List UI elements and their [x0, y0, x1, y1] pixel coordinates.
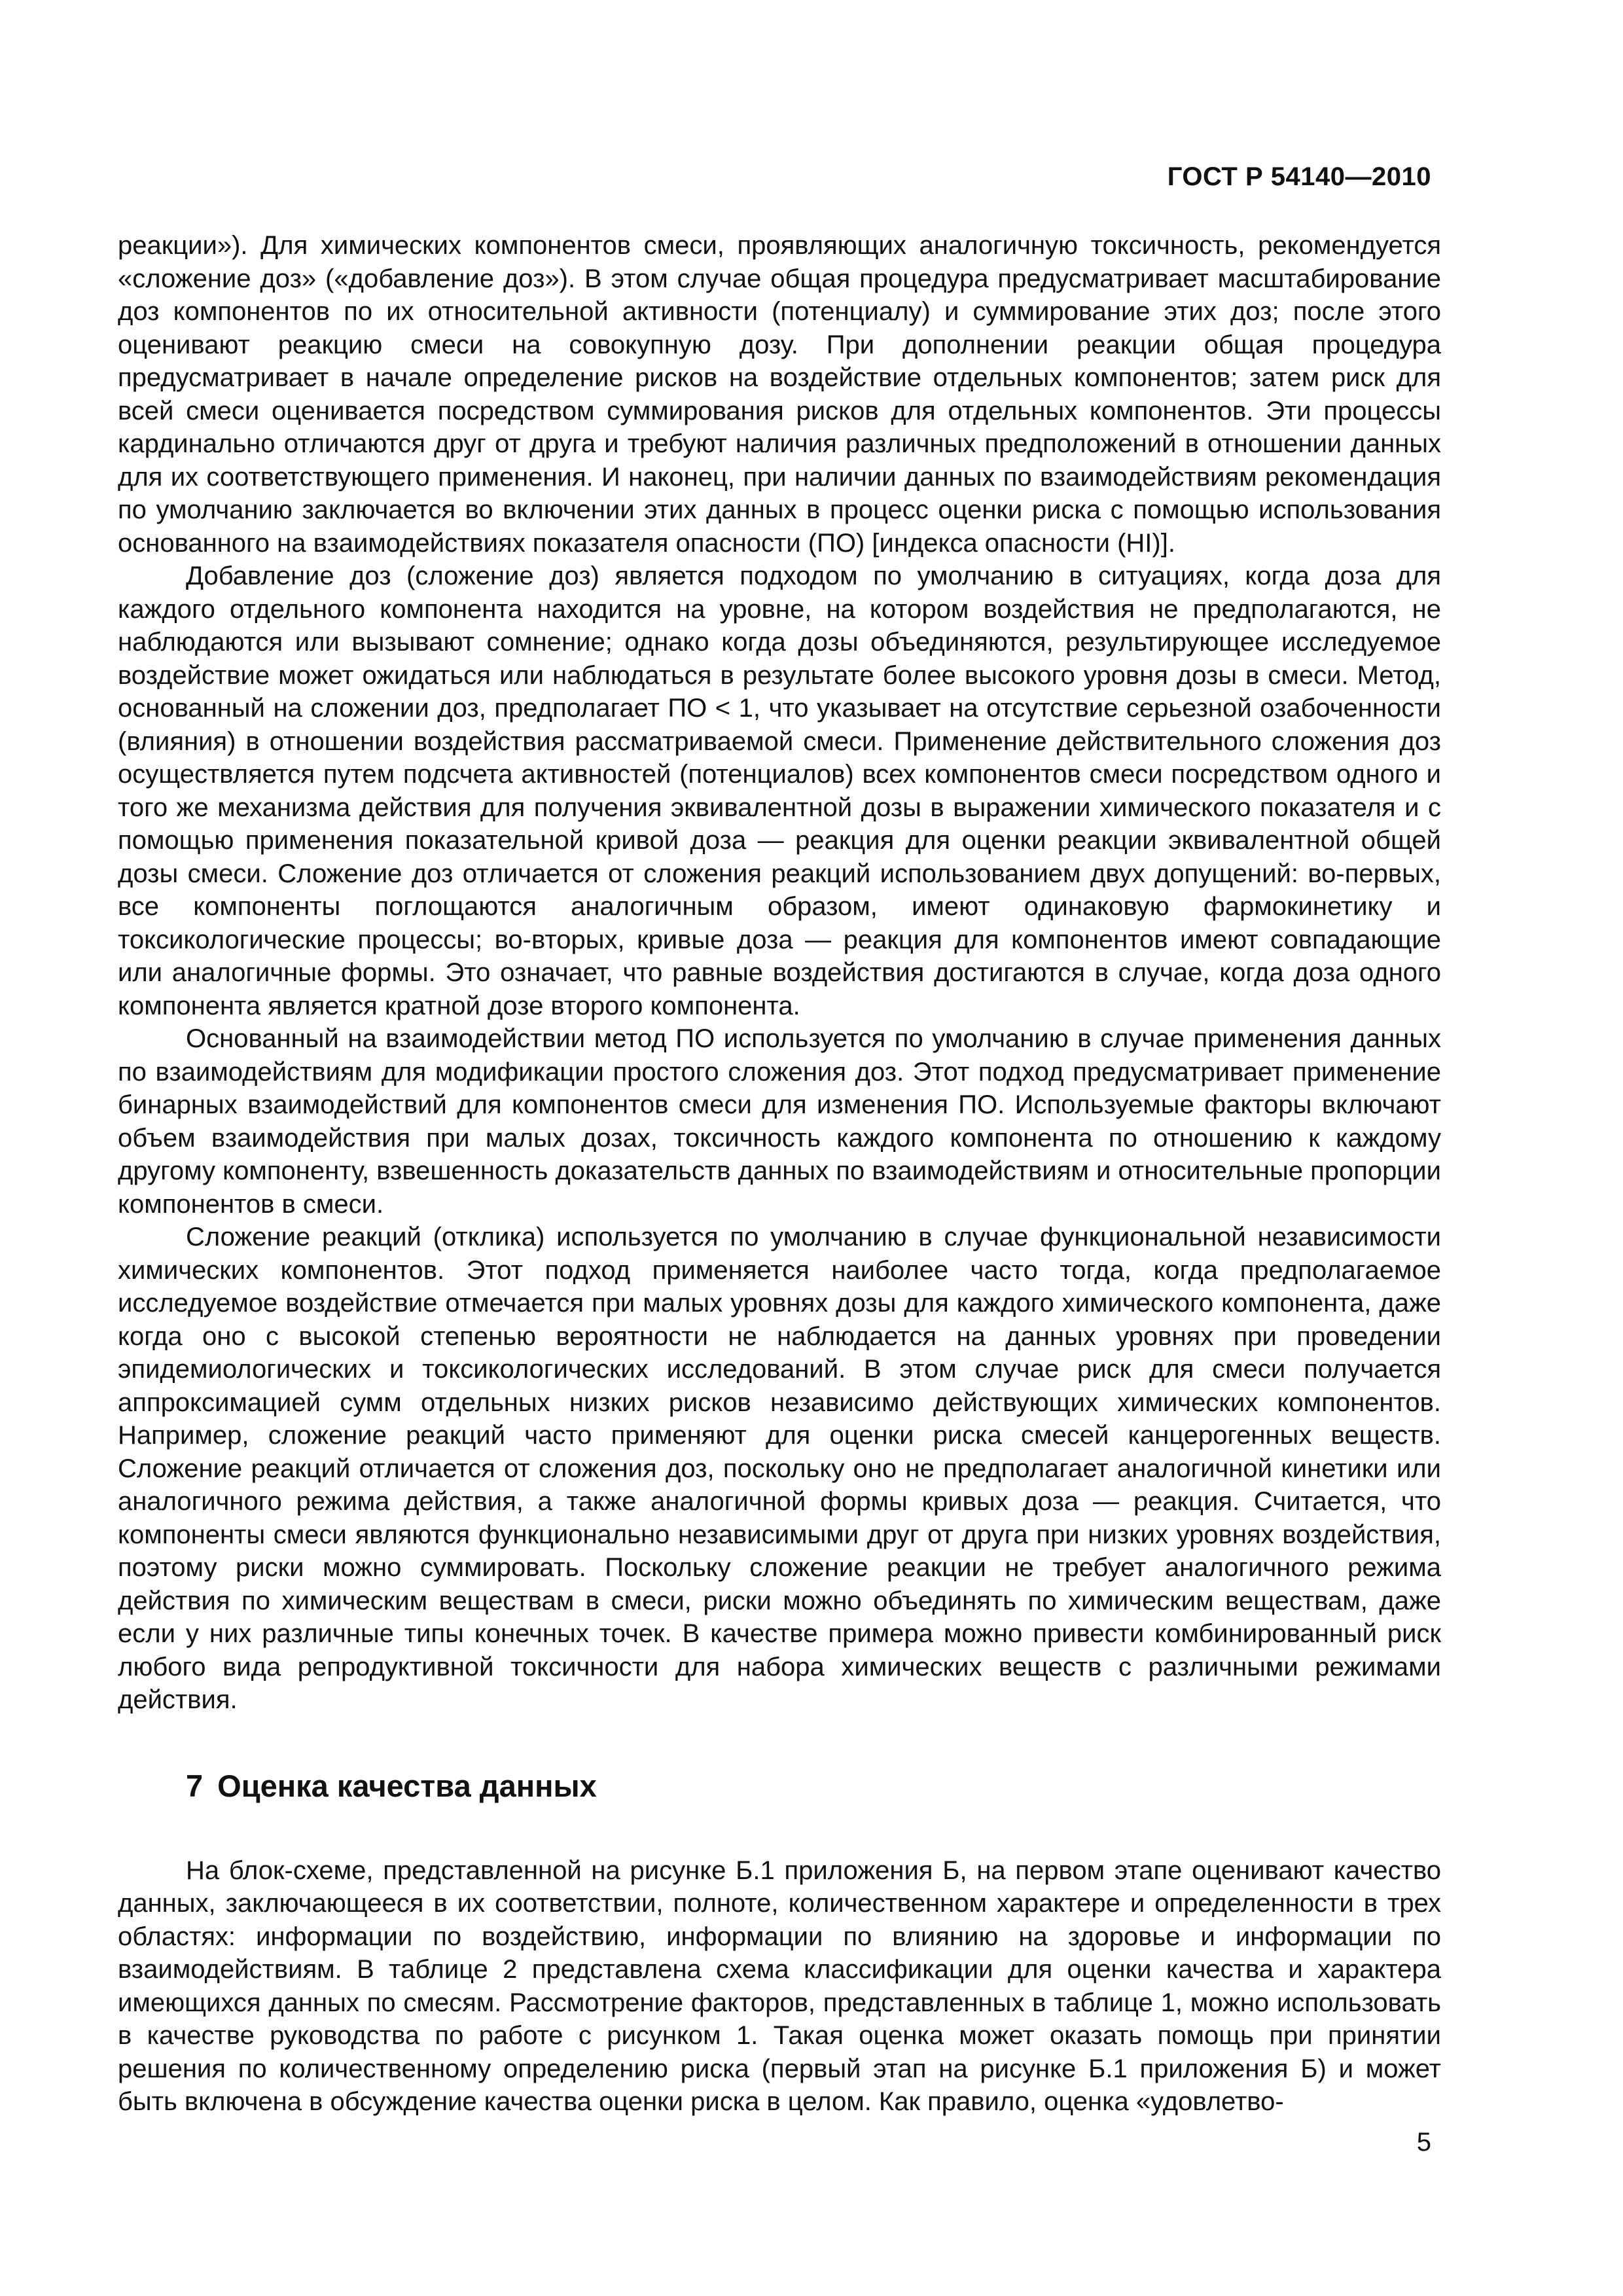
- section-number: 7: [186, 1768, 204, 1803]
- page-number: 5: [1416, 2128, 1431, 2157]
- section-heading: [186, 1768, 1441, 1804]
- section-title: Оценка качества данных: [217, 1768, 597, 1803]
- paragraph-dose-addition: Добавление доз (сложение доз) является подходом по умолчанию в ситуациях, когда доза для каждого отдельного компонента находится на уровне, на котором воздействия не предполагаются, не наблюдаются или вызывают сомнение; однако когда дозы объединяются, результирующее исследуемое воздействие может ожидаться или наблюдаться в результате более высокого уровня дозы в смеси. Метод, основанный на сложении доз, предполагает ПО < 1, что указывает на отсутствие серьезной озабоченности (влияния) в отношении воздействия рассматриваемой смеси. Применение действительного сложения доз осуществляется путем подсчета активностей (потенциалов) всех компонентов смеси посредством одного и того же механизма действия для получения эквивалентной дозы в выражении химического показателя и с помощью применения показательной кривой доза — реакция для оценки реакции эквивалентной общей дозы смеси. Сложение доз отличается от сложения реакций использованием двух допущений: во-первых, все компоненты поглощаются аналогичным образом, имеют одинаковую фармокинетику и токсикологические процессы; во-вторых, кривые доза — реакция для компонентов имеют совпадающие или аналогичные формы. Это означает, что равные воздействия достигаются в случае, когда доза одного компонента является кратной дозе второго компонента.: [118, 562, 1441, 1020]
- paragraph-response-addition: Сложение реакций (отклика) используется по умолчанию в случае функциональной независимости химических компонентов. Этот подход применяется наиболее часто тогда, когда предполагаемое исследуемое воздействие отмечается при малых уровнях дозы для каждого химического компонента, даже когда оно с высокой степенью вероятности не наблюдается на данных уровнях при проведении эпидемиологических и токсикологических исследований. В этом случае риск для смеси получается аппроксимацией сумм отдельных низких рисков независимо действующих химических компонентов. Например, сложение реакций часто применяют для оценки риска смесей канцерогенных веществ. Сложение реакций отличается от сложения доз, поскольку оно не предполагает аналогичной кинетики или аналогичного режима действия, а также аналогичной формы кривых доза — реакция. Считается, что компоненты смеси являются функционально независимыми друг от друга при низких уровнях воздействия, поэтому риски можно суммировать. Поскольку сложение реакции не требует аналогичного режима действия по химическим веществам в смеси, риски можно объединять по химическим веществам, даже если у них различные типы конечных точек. В качестве примера можно привести комбинированный риск любого вида репродуктивной токсичности для набора химических веществ с различными режимами действия.: [118, 1223, 1441, 1714]
- paragraph-data-quality: На блок-схеме, представленной на рисунке Б.1 приложения Б, на первом этапе оценивают качество данных, заключающееся в их соответствии, полноте, количественном характере и определенности в трех областях: информации по воздействию, информации по влиянию на здоровье и информации по взаимодействиям. В таблице 2 представлена схема классификации для оценки качества и характера имеющихся данных по смесям. Рассмотрение факторов, представленных в таблице 1, можно использовать в качестве руководства по работе с рисунком 1. Такая оценка может оказать помощь при принятии решения по количественному определению риска (первый этап на рисунке Б.1 приложения Б) и может быть включена в обсуждение качества оценки риска в целом. Как правило, оценка «удовлетво-: [118, 1856, 1441, 2116]
- document-header-id: ГОСТ Р 54140—2010: [1167, 162, 1431, 191]
- document-body: [118, 229, 1441, 2119]
- paragraph-interaction-method: Основанный на взаимодействии метод ПО используется по умолчанию в случае применения данных по взаимодействиям для модификации простого сложения доз. Этот подход предусматривает применение бинарных взаимодействий для компонентов смеси для изменения ПО. Используемые факторы включают объем взаимодействия при малых дозах, токсичность каждого компонента по отношению к каждому другому компоненту, взвешенность доказательств данных по взаимодействиям и относительные пропорции компонентов в смеси.: [118, 1024, 1441, 1219]
- paragraph-continued: реакции»). Для химических компонентов смеси, проявляющих аналогичную токсичность, рекомендуется «сложение доз» («добавление доз»). В этом случае общая процедура предусматривает масштабирование доз компонентов по их относительной активности (потенциалу) и суммирование этих доз; после этого оценивают реакцию смеси на совокупную дозу. При дополнении реакции общая процедура предусматривает в начале определение рисков на воздействие отдельных компонентов; затем риск для всей смеси оценивается посредством суммирования рисков для отдельных компонентов. Эти процессы кардинально отличаются друг от друга и требуют наличия различных предположений в отношении данных для их соответствующего применения. И наконец, при наличии данных по взаимодействиям рекомендация по умолчанию заключается во включении этих данных в процесс оценки риска с помощью использования основанного на взаимодействиях показателя опасности (ПО) [индекса опасности (HI)].: [118, 231, 1441, 558]
